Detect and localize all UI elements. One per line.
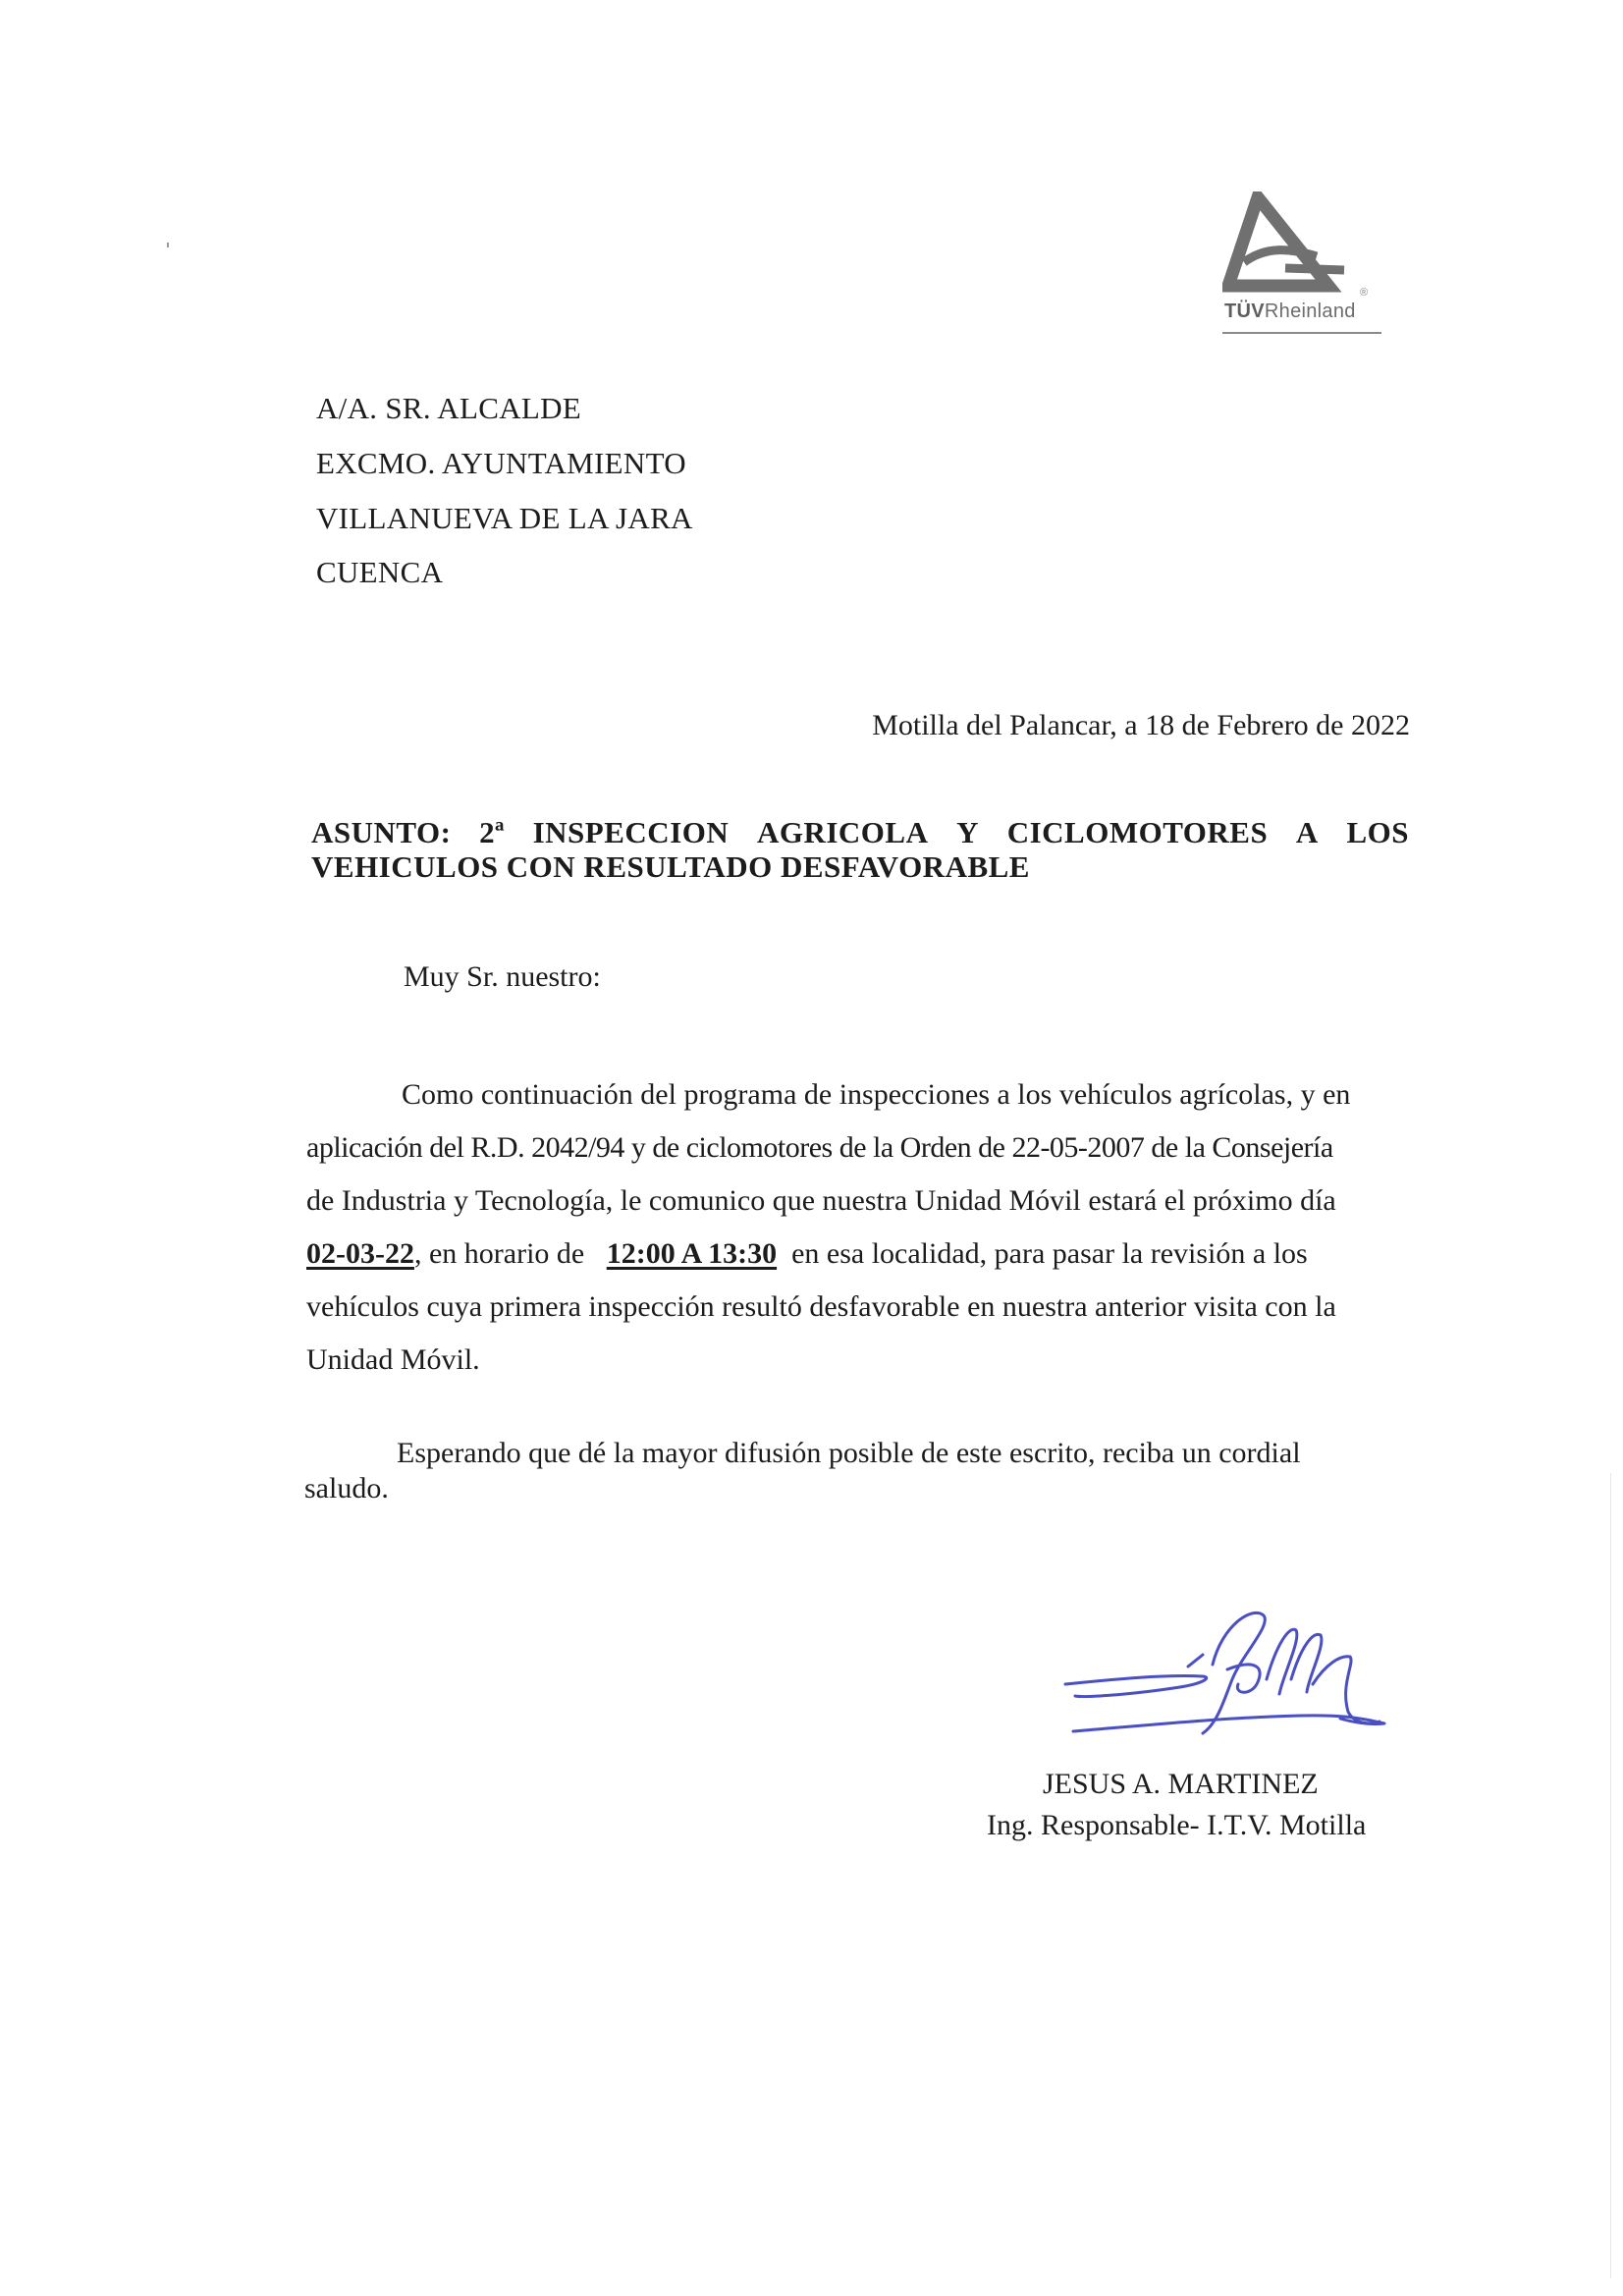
body-line-1: Como continuación del programa de inspecciones a los vehículos agrícolas, y en	[402, 1078, 1351, 1111]
body-line-4	[306, 1228, 1404, 1281]
body-paragraph	[306, 1068, 1404, 1387]
closing-line-2: saludo.	[304, 1472, 389, 1504]
recipient-line-3: VILLANUEVA DE LA JARA	[316, 501, 693, 535]
recipient-line-1: A/A. SR. ALCALDE	[316, 391, 582, 425]
date-line: Motilla del Palancar, a 18 de Febrero de 2022	[872, 709, 1410, 741]
body-line-3: de Industria y Tecnología, le comunico que nuestra Unidad Móvil estará el próximo día	[306, 1184, 1336, 1217]
body-line-2: aplicación del R.D. 2042/94 y de ciclomotores de la Orden de 22-05-2007 de la Consejería	[306, 1131, 1333, 1164]
subject-block	[311, 815, 1409, 884]
subject-word: CICLOMOTORES	[1006, 815, 1269, 849]
subject-word: 2ª	[479, 815, 505, 849]
greeting: Muy Sr. nuestro:	[404, 960, 601, 993]
logo-wordmark	[1224, 301, 1389, 323]
body-line-6: Unidad Móvil.	[306, 1343, 480, 1376]
subject-word: INSPECCION	[532, 815, 730, 849]
subject-word: Y	[956, 815, 980, 849]
tuv-rheinland-logo	[1222, 191, 1389, 339]
registered-mark: ®	[1360, 287, 1369, 299]
triangle-logo-icon	[1222, 191, 1389, 300]
inspection-date: 02-03-22	[306, 1237, 414, 1270]
recipient-line-2: EXCMO. AYUNTAMIENTO	[316, 446, 686, 480]
logo-underline	[1222, 332, 1381, 334]
subject-word: ASUNTO:	[311, 815, 452, 849]
subject-word: A	[1295, 815, 1319, 849]
handwritten-signature	[1055, 1586, 1409, 1743]
subject-line-1	[311, 815, 1409, 849]
logo-brand-bold: TÜV	[1224, 301, 1265, 322]
body-line-4-a: , en horario de	[413, 1237, 585, 1270]
scan-speck	[167, 243, 169, 247]
body-line-4-b: en esa localidad, para pasar la revisión a los	[791, 1237, 1308, 1270]
signatory-name: JESUS A. MARTINEZ	[1043, 1768, 1319, 1800]
signatory-title: Ing. Responsable- I.T.V. Motilla	[987, 1809, 1367, 1841]
recipient-line-4: CUENCA	[316, 555, 444, 589]
inspection-time: 12:00 A 13:30	[606, 1237, 778, 1270]
scan-edge-line	[1610, 1473, 1611, 2278]
subject-word: LOS	[1346, 815, 1409, 849]
closing-line-1: Esperando que dé la mayor difusión posible de este escrito, reciba un cordial	[397, 1437, 1301, 1469]
subject-word: AGRICOLA	[756, 815, 929, 849]
subject-line-2: VEHICULOS CON RESULTADO DESFAVORABLE	[311, 849, 1030, 884]
logo-brand-rest: Rheinland	[1264, 301, 1356, 322]
closing-paragraph	[304, 1436, 1400, 1506]
body-line-5: vehículos cuya primera inspección resultó desfavorable en nuestra anterior visita con la	[306, 1290, 1336, 1323]
